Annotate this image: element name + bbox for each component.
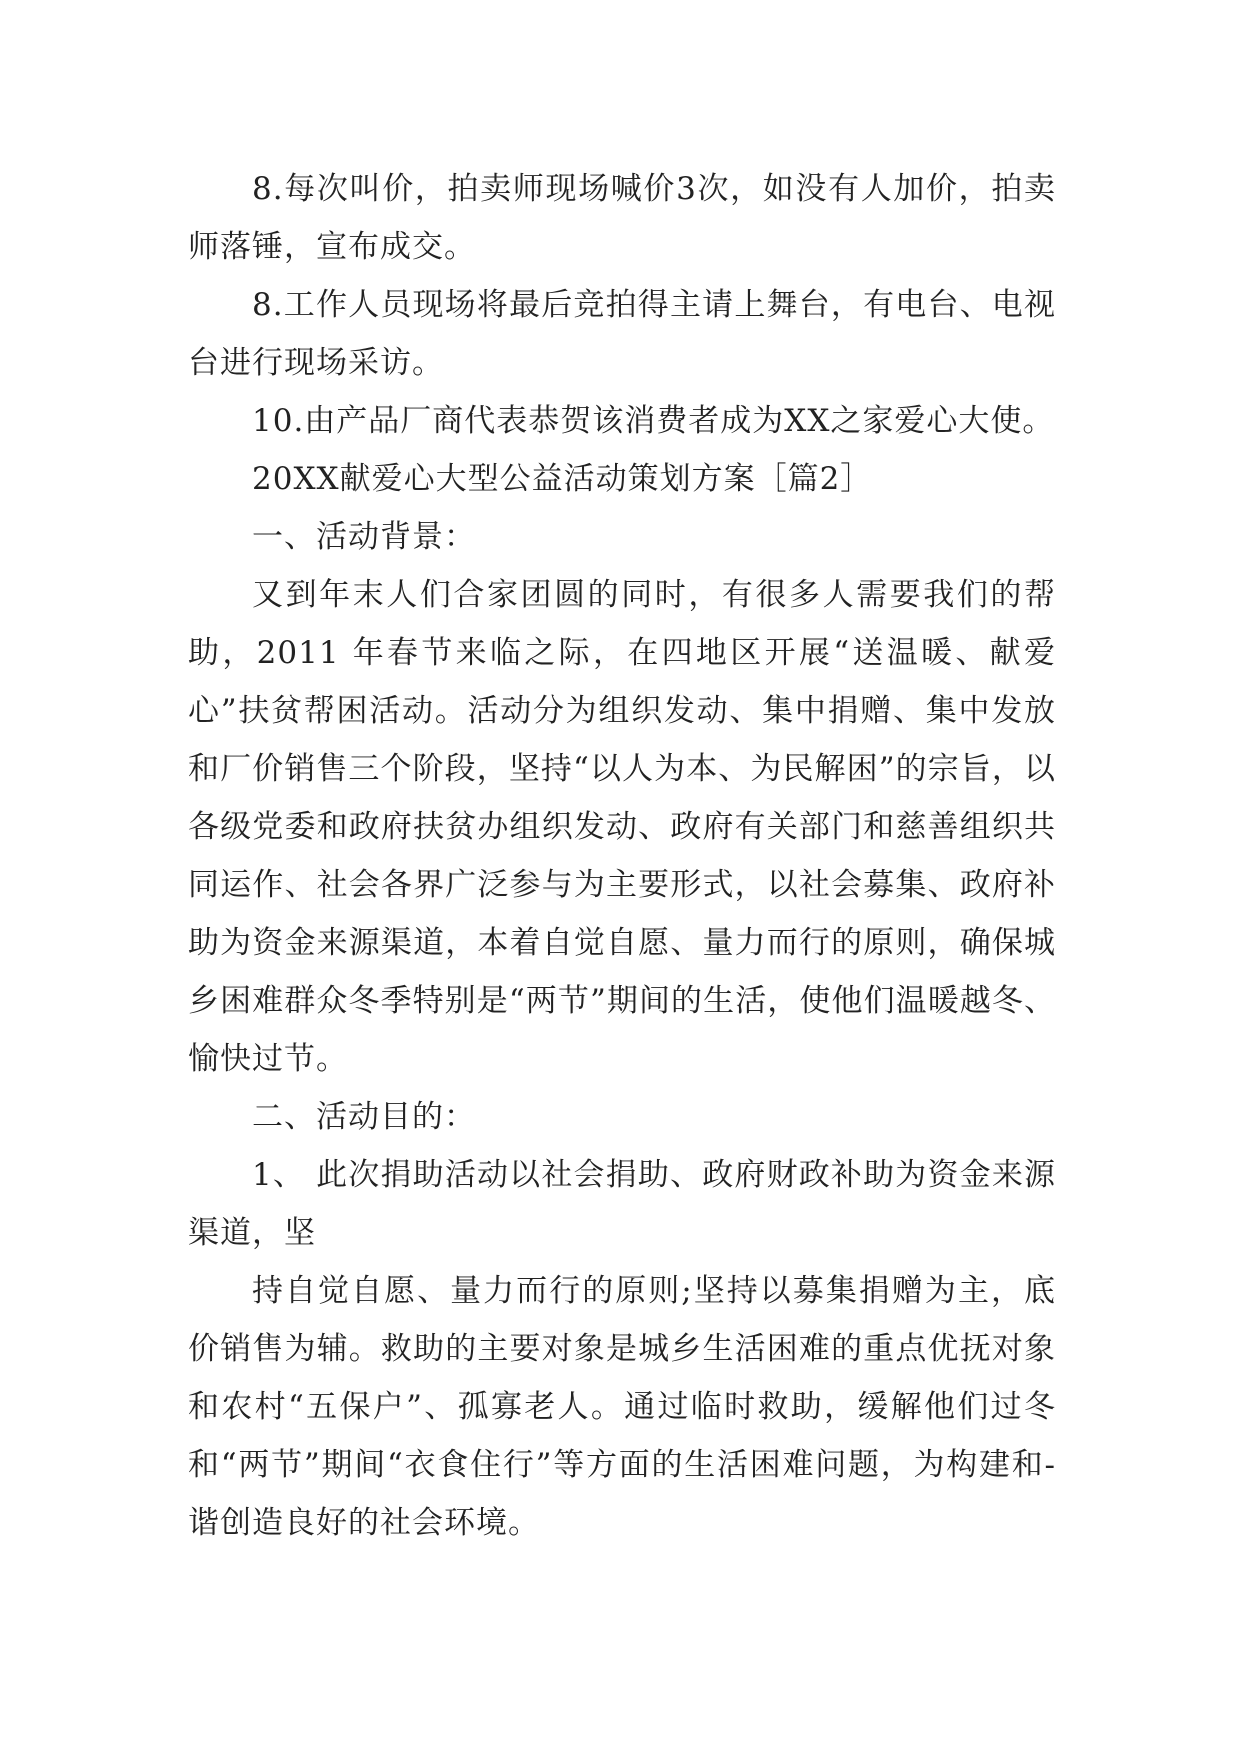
section-title: 20XX献爱心大型公益活动策划方案［篇2］ <box>252 461 873 497</box>
paragraph-ambassador: 10.由产品厂商代表恭贺该消费者成为XX之家爱心大使。 <box>252 403 1055 439</box>
paragraph-purpose-1: 1、 此次捐助活动以社会捐助、政府财政补助为资金来源渠道，坚 <box>188 1157 1056 1251</box>
paragraph-interview: 8.工作人员现场将最后竞拍得主请上舞台，有电台、电视台进行现场采访。 <box>188 287 1056 381</box>
heading-purpose: 二、活动目的： <box>252 1099 476 1135</box>
document-body <box>188 160 1056 1552</box>
paragraph-purpose-2: 持自觉自愿、量力而行的原则;坚持以募集捐赠为主，底价销售为辅。救助的主要对象是城乡生活困难的重点优抚对象和农村“五保户”、孤寡老人。通过临时救助，缓解他们过冬和“两节”期间“衣食住行”等方面的生活困难问题，为构建和-谐创造良好的社会环境。 <box>188 1273 1056 1541</box>
paragraph-background: 又到年末人们合家团圆的同时，有很多人需要我们的帮助，2011 年春节来临之际，在四地区开展“送温暖、献爱心”扶贫帮困活动。活动分为组织发动、集中捐赠、集中发放和厂价销售三个阶段，坚持“以人为本、为民解困”的宗旨，以各级党委和政府扶贫办组织发动、政府有关部门和慈善组织共同运作、社会各界广泛参与为主要形式，以社会募集、政府补助为资金来源渠道，本着自觉自愿、量力而行的原则，确保城乡困难群众冬季特别是“两节”期间的生活，使他们温暖越冬、愉快过节。 <box>188 577 1056 1077</box>
paragraph-auction-call: 8.每次叫价，拍卖师现场喊价3次，如没有人加价，拍卖师落锤，宣布成交。 <box>188 171 1056 265</box>
heading-background: 一、活动背景： <box>252 519 476 555</box>
